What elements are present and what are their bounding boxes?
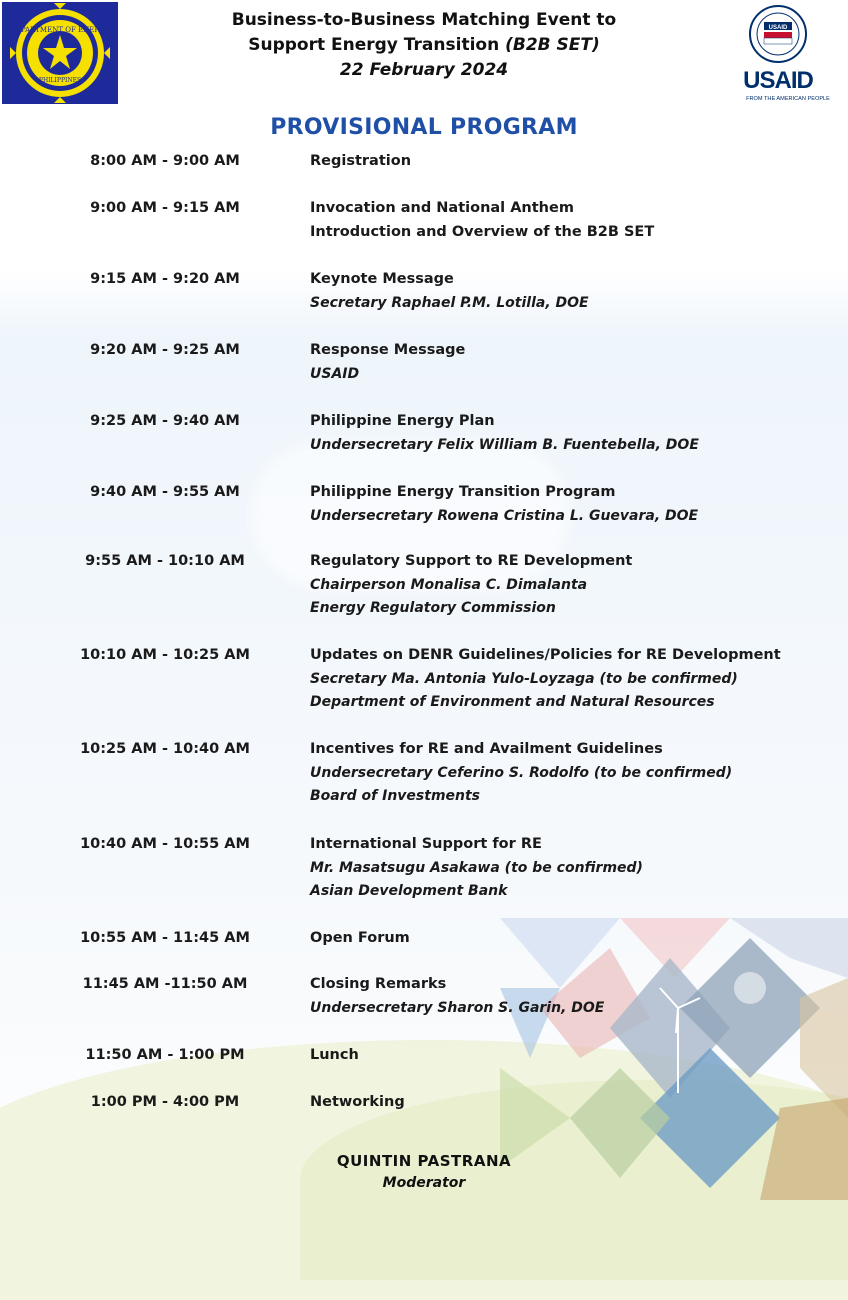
schedule-time: 9:15 AM - 9:20 AM — [90, 271, 240, 287]
session-title: Updates on DENR Guidelines/Policies for RE Development — [310, 647, 781, 663]
event-date: 22 February 2024 — [339, 60, 509, 80]
schedule-details — [310, 644, 830, 715]
svg-text:FROM THE AMERICAN PEOPLE: FROM THE AMERICAN PEOPLE — [746, 96, 830, 102]
schedule-time: 9:25 AM - 9:40 AM — [90, 413, 240, 429]
session-speaker: Chairperson Monalisa C. Dimalanta — [310, 576, 588, 593]
schedule-time: 10:55 AM - 11:45 AM — [80, 930, 250, 946]
schedule-time: 11:50 AM - 1:00 PM — [85, 1047, 245, 1063]
schedule-details — [310, 339, 830, 386]
schedule-details — [310, 833, 830, 904]
schedule-time: 9:20 AM - 9:25 AM — [90, 342, 240, 358]
session-title: Open Forum — [310, 930, 410, 946]
session-speaker: Undersecretary Rowena Cristina L. Guevara, DOE — [310, 507, 699, 524]
schedule-details — [310, 738, 830, 809]
event-header — [180, 8, 668, 83]
usaid-logo — [740, 4, 840, 104]
session-title: Regulatory Support to RE Development — [310, 553, 633, 569]
schedule-details — [310, 550, 830, 621]
svg-text:USAID: USAID — [768, 25, 788, 31]
session-title: Philippine Energy Plan — [310, 413, 495, 429]
session-speaker: Department of Environment and Natural Resources — [310, 694, 715, 710]
session-title: Lunch — [310, 1047, 359, 1063]
doe-logo — [2, 2, 118, 104]
svg-text:PHILIPPINES: PHILIPPINES — [38, 77, 82, 84]
moderator-name: QUINTIN PASTRANA — [336, 1152, 512, 1170]
session-title-continued: Introduction and Overview of the B2B SET — [310, 223, 655, 240]
schedule-details — [310, 197, 830, 244]
event-title-line1: Business-to-Business Matching Event to — [231, 10, 617, 30]
schedule-details — [310, 150, 830, 174]
page-title: PROVISIONAL PROGRAM — [270, 115, 578, 140]
schedule-time: 9:40 AM - 9:55 AM — [90, 484, 240, 500]
schedule-time: 10:10 AM - 10:25 AM — [80, 647, 250, 663]
session-title: Invocation and National Anthem — [310, 200, 574, 216]
schedule-details — [310, 973, 830, 1020]
event-title-line2: Support Energy Transition (B2B SET) — [248, 35, 600, 55]
session-title: Registration — [310, 153, 412, 169]
schedule-details — [310, 927, 830, 951]
schedule-details — [310, 481, 830, 528]
session-title: Networking — [310, 1094, 405, 1110]
svg-text:DEPARTMENT OF ENERGY: DEPARTMENT OF ENERGY — [10, 26, 110, 34]
schedule-time: 10:40 AM - 10:55 AM — [80, 836, 250, 852]
session-speaker: Energy Regulatory Commission — [310, 600, 556, 616]
session-speaker: Undersecretary Felix William B. Fuentebella, DOE — [310, 436, 699, 453]
session-speaker: Secretary Ma. Antonia Yulo-Loyzaga (to be confirmed) — [310, 670, 738, 687]
moderator-block — [0, 1150, 848, 1194]
session-speaker: Undersecretary Sharon S. Garin, DOE — [310, 999, 605, 1016]
schedule-time: 11:45 AM -11:50 AM — [82, 976, 248, 992]
moderator-role: Moderator — [382, 1175, 466, 1191]
schedule-time: 8:00 AM - 9:00 AM — [90, 153, 240, 169]
session-title: Closing Remarks — [310, 976, 447, 992]
schedule-details — [310, 1091, 830, 1115]
session-title: Response Message — [310, 342, 466, 358]
session-speaker: Undersecretary Ceferino S. Rodolfo (to be confirmed) — [310, 764, 733, 781]
session-title: International Support for RE — [310, 836, 542, 852]
schedule-details — [310, 268, 830, 315]
schedule-time: 9:00 AM - 9:15 AM — [90, 200, 240, 216]
session-title: Incentives for RE and Availment Guidelines — [310, 741, 663, 757]
session-speaker: Secretary Raphael P.M. Lotilla, DOE — [310, 294, 589, 311]
session-title: Keynote Message — [310, 271, 454, 287]
schedule-details — [310, 1044, 830, 1068]
schedule-time: 9:55 AM - 10:10 AM — [85, 553, 245, 569]
session-speaker: Board of Investments — [310, 788, 481, 804]
session-speaker: Asian Development Bank — [310, 883, 508, 899]
schedule-details — [310, 410, 830, 457]
session-speaker: Mr. Masatsugu Asakawa (to be confirmed) — [310, 859, 643, 876]
svg-text:USAID: USAID — [743, 67, 813, 94]
schedule-time: 10:25 AM - 10:40 AM — [80, 741, 250, 757]
schedule-time: 1:00 PM - 4:00 PM — [90, 1094, 240, 1110]
session-title: Philippine Energy Transition Program — [310, 484, 616, 500]
session-speaker: USAID — [310, 365, 360, 382]
